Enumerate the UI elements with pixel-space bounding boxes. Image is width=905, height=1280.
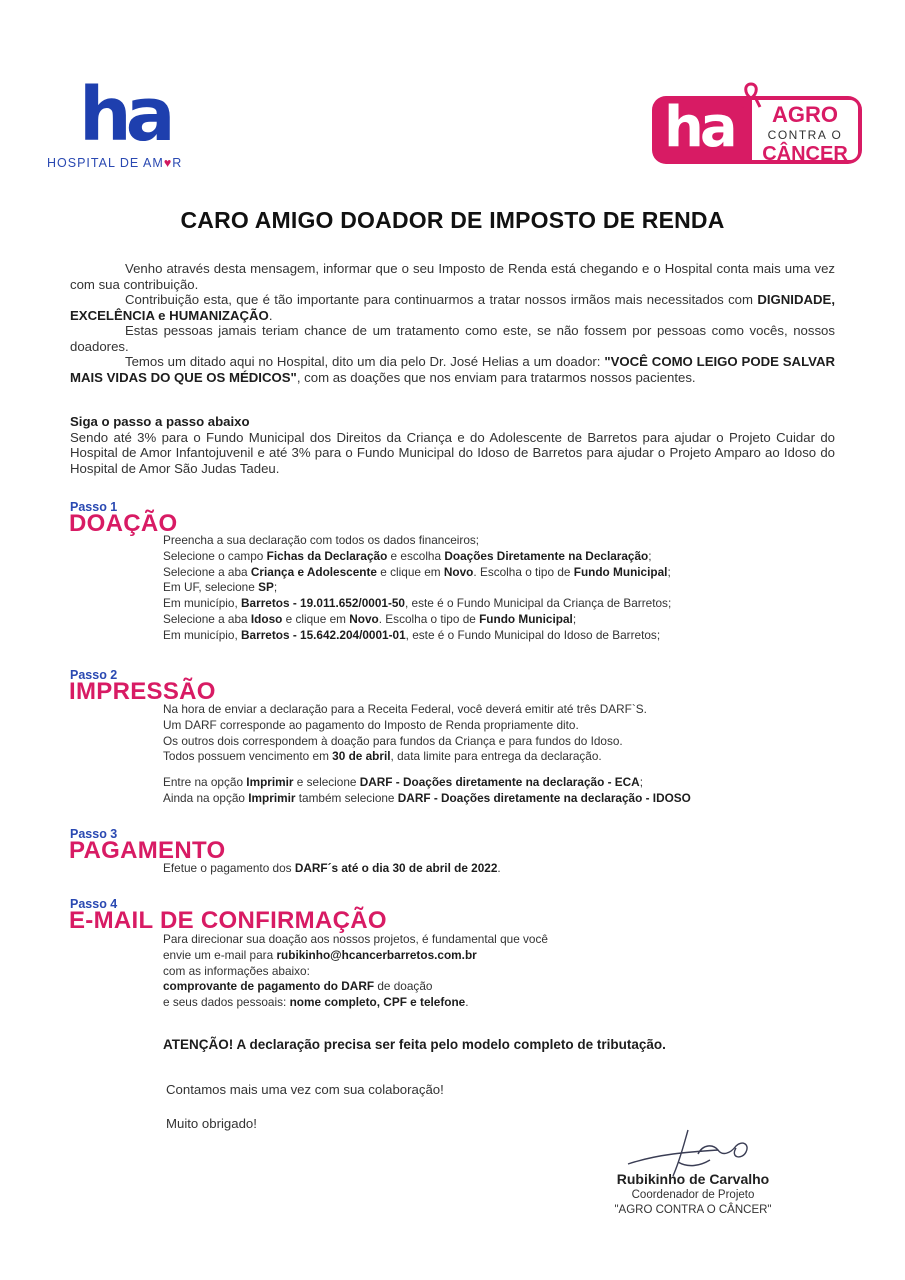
- step1-label: Passo 1: [70, 500, 118, 514]
- agro-line2: CONTRA O: [767, 128, 843, 142]
- signature-name: Rubikinho de Carvalho: [616, 1171, 770, 1187]
- step2-body: Na hora de enviar a declaração para a Receita Federal, você deverá emitir até três DARF`S. Um DARF corresponde ao pagamento do Imposto de Renda propriamente dito. Os outros dois correspondem à doação para fundos da Criança e para fundos do Idoso. Todos possuem vencimento em 30 de abril, data limite para entrega da declaração. Entre na opção Imprimir e selecione DARF - Doações diretamente na declaração - ECA; Ainda na opção Imprimir também selecione DARF - Doações diretamente na declaração - IDOSO: [163, 702, 691, 805]
- step4-body: Para direcionar sua doação aos nossos projetos, é fundamental que você envie um e-mail para rubikinho@hcancerbarretos.com.br com as informações abaixo: comprovante de pagamento do DARF de doação e seus dados pessoais: nome completo, CPF e telefone.: [163, 932, 548, 1010]
- email-address: rubikinho@hcancerbarretos.com.br: [276, 947, 477, 962]
- guide-section: [70, 414, 835, 476]
- signature-role: Coordenador de Projeto: [631, 1189, 755, 1201]
- agro-ha-mark: ha: [664, 95, 734, 160]
- step3-body: Efetue o pagamento dos DARF´s até o dia 30 de abril de 2022.: [163, 861, 501, 875]
- heart-icon: ♥: [163, 156, 173, 170]
- guide-text: Sendo até 3% para o Fundo Municipal dos Direitos da Criança e do Adolescente de Barretos para ajudar o Projeto Cuidar do Hospital de Amor Infantojuvenil e até 3% para o Fundo Municipal do Idoso de Barretos para ajudar o Projeto Amparo ao Idoso do Hospital de Amor São Judas Tadeu.: [70, 429, 835, 476]
- closing-thanks: Contamos mais uma vez com sua colaboração!: [166, 1082, 444, 1097]
- agro-line1: AGRO: [772, 102, 838, 127]
- step2-label: Passo 2: [70, 668, 118, 682]
- intro-paragraph-3: Estas pessoas jamais teriam chance de um tratamento como este, se não fossem por pessoas como vocês, nossos doadores.: [70, 323, 835, 354]
- ribbon-icon: [738, 80, 764, 108]
- step1-body: Preencha a sua declaração com todos os dados financeiros; Selecione o campo Fichas da Declaração e escolha Doações Diretamente na Declaração; Selecione a aba Criança e Adolescente e clique em Novo. Escolha o tipo de Fundo Municipal; Em UF, selecione SP; Em município, Barretos - 19.011.652/0001-50, este é o Fundo Municipal da Criança de Barretos; Selecione a aba Idoso e clique em Novo. Escolha o tipo de Fundo Municipal; Em município, Barretos - 15.642.204/0001-01, este é o Fundo Municipal do Idoso de Barretos;: [163, 533, 672, 642]
- guide-heading: Siga o passo a passo abaixo: [70, 414, 250, 429]
- step4-label: Passo 4: [70, 897, 118, 911]
- intro-paragraph-1: Venho através desta mensagem, informar que o seu Imposto de Renda está chegando e o Hospital conta mais uma vez com sua contribuição.: [70, 261, 835, 292]
- intro-text: [70, 261, 835, 385]
- step3-title: PAGAMENTO: [69, 837, 226, 864]
- page-title: CARO AMIGO DOADOR DE IMPOSTO DE RENDA: [180, 207, 725, 233]
- step1-title: DOAÇÃO: [69, 510, 178, 537]
- step4-title: E-MAIL DE CONFIRMAÇÃO: [69, 907, 387, 934]
- agro-contra-cancer-logo: [652, 96, 862, 164]
- intro-paragraph-2: Contribuição esta, que é tão importante para continuarmos a tratar nossos irmãos mais necessitados com DIGNIDADE, EXCELÊNCIA e HUMANIZAÇÃO.: [70, 292, 835, 323]
- step3-label: Passo 3: [70, 827, 118, 841]
- closing-muito-obrigado: Muito obrigado!: [166, 1116, 257, 1131]
- step2-title: IMPRESSÃO: [69, 678, 216, 705]
- agro-line3: CÂNCER: [762, 143, 848, 165]
- signature-project: "AGRO CONTRA O CÂNCER": [614, 1204, 772, 1216]
- hospital-de-amor-logo: [47, 72, 217, 175]
- logo-name: HOSPITAL DE AM♥R: [47, 156, 183, 170]
- attention-note: ATENÇÃO! A declaração precisa ser feita pelo modelo completo de tributação.: [163, 1037, 666, 1052]
- ha-mark: ha: [79, 72, 170, 158]
- intro-paragraph-4: Temos um ditado aqui no Hospital, dito um dia pelo Dr. José Helias a um doador: "VOCÊ COMO LEIGO PODE SALVAR MAIS VIDAS DO QUE OS MÉDICOS", com as doações que nos enviam para tratarmos nossos pacientes.: [70, 354, 836, 385]
